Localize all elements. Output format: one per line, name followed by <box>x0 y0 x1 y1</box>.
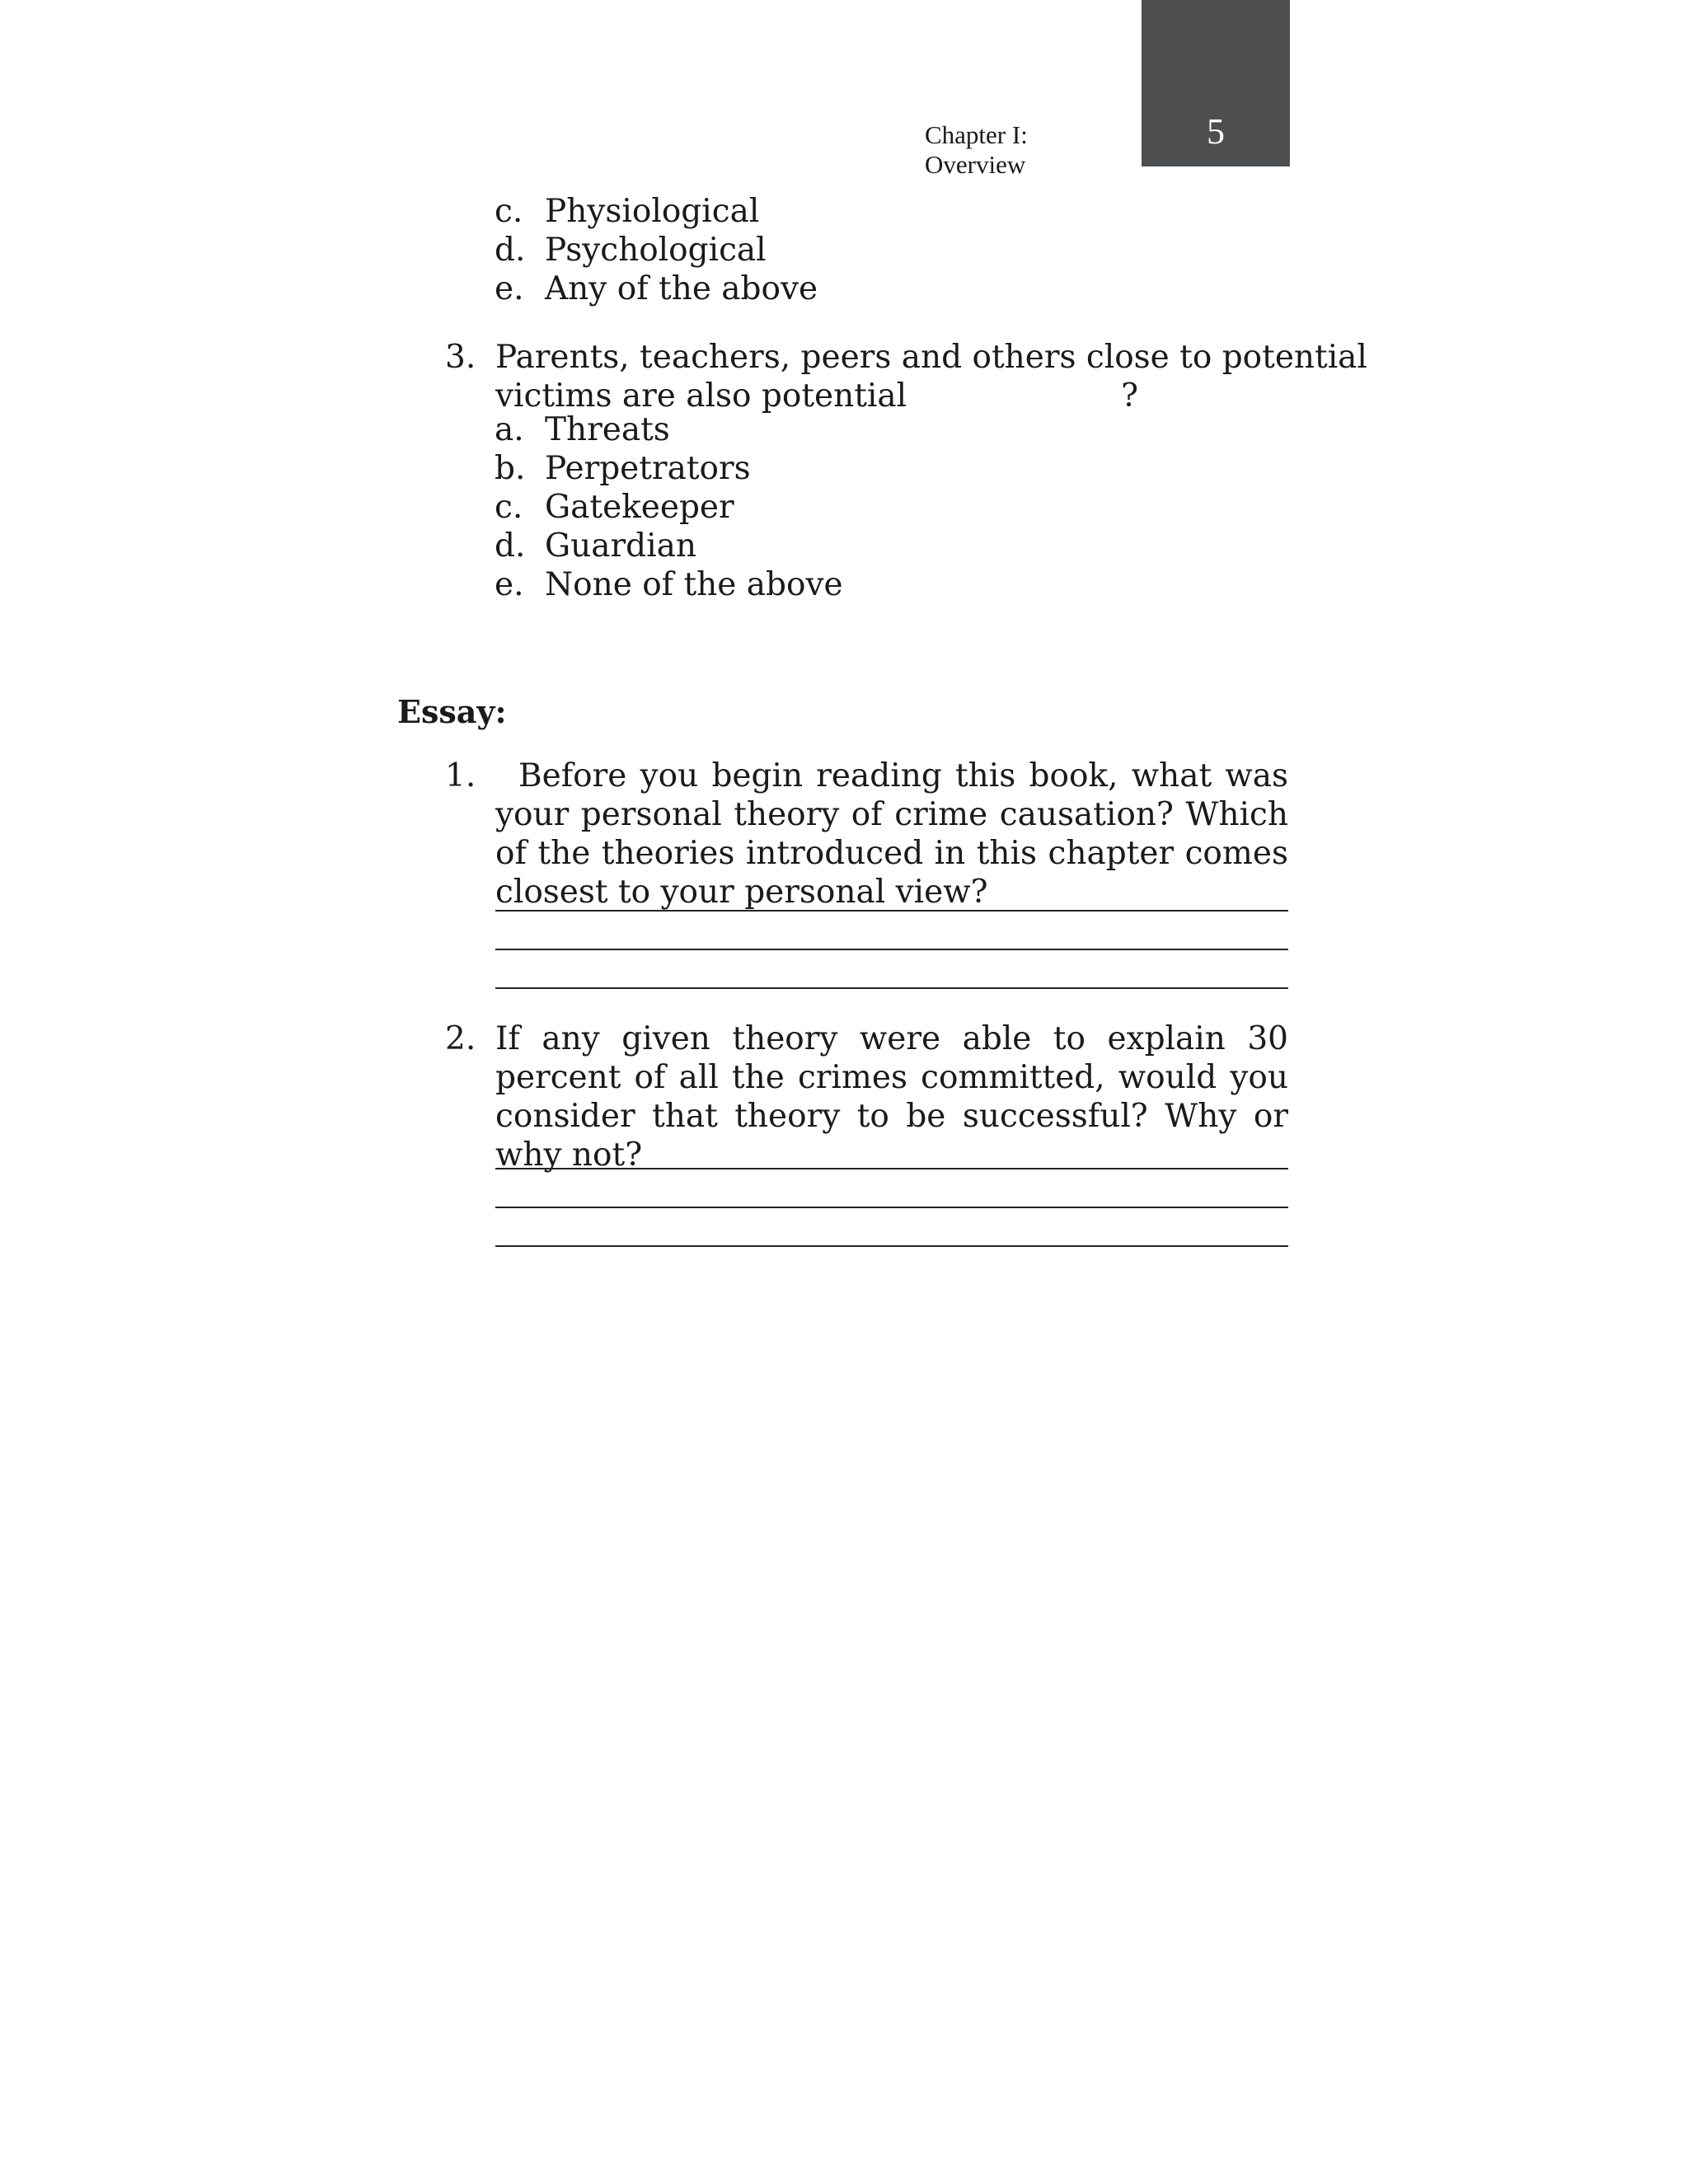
answer-line[interactable] <box>495 1207 1288 1208</box>
question-text: If any given theory were able to explain 30 percent of all the crimes committed, would you consider that theory to be successful? Why or why not? <box>495 1020 1288 1174</box>
option-letter: c. <box>495 489 523 526</box>
option-letter: a. <box>495 411 524 448</box>
option-text: Physiological <box>545 193 760 230</box>
option-letter: d. <box>495 527 526 565</box>
running-header <box>925 120 1028 180</box>
option-text: None of the above <box>545 566 843 603</box>
page-number-tab <box>1142 0 1290 166</box>
option-letter: e. <box>495 566 524 603</box>
chapter-title: Overview <box>925 150 1026 179</box>
chapter-label: Chapter I: <box>925 120 1028 149</box>
option-letter: d. <box>495 232 526 269</box>
answer-line[interactable] <box>495 987 1288 989</box>
option-letter: e. <box>495 270 524 307</box>
question-number: 3. <box>445 339 476 376</box>
essay-heading: Essay: <box>397 693 507 730</box>
question-number: 2. <box>445 1020 476 1057</box>
answer-line[interactable] <box>495 949 1288 950</box>
question-line-2-start: victims are also potential <box>495 377 907 415</box>
answer-line[interactable] <box>495 910 1288 912</box>
question-line-1: Parents, teachers, peers and others close to potential <box>495 339 1367 376</box>
option-text: Any of the above <box>545 270 818 307</box>
answer-line[interactable] <box>495 1168 1288 1169</box>
option-text: Threats <box>545 411 670 448</box>
question-line-2 <box>495 377 1367 415</box>
option-text: Gatekeeper <box>545 489 734 526</box>
question-mark: ? <box>1121 377 1138 415</box>
question-text <box>495 338 1367 415</box>
answer-line[interactable] <box>495 1245 1288 1247</box>
option-text: Guardian <box>545 527 696 565</box>
option-letter: c. <box>495 193 523 230</box>
question-number: 1. <box>445 757 476 794</box>
page-number: 5 <box>1207 111 1225 152</box>
option-text: Psychological <box>545 232 767 269</box>
option-text: Perpetrators <box>545 450 751 487</box>
question-text: Before you begin reading this book, what was your personal theory of crime causation? Which of the theories introduced in this chapter comes closest to your personal view? <box>495 757 1288 911</box>
option-letter: b. <box>495 450 526 487</box>
